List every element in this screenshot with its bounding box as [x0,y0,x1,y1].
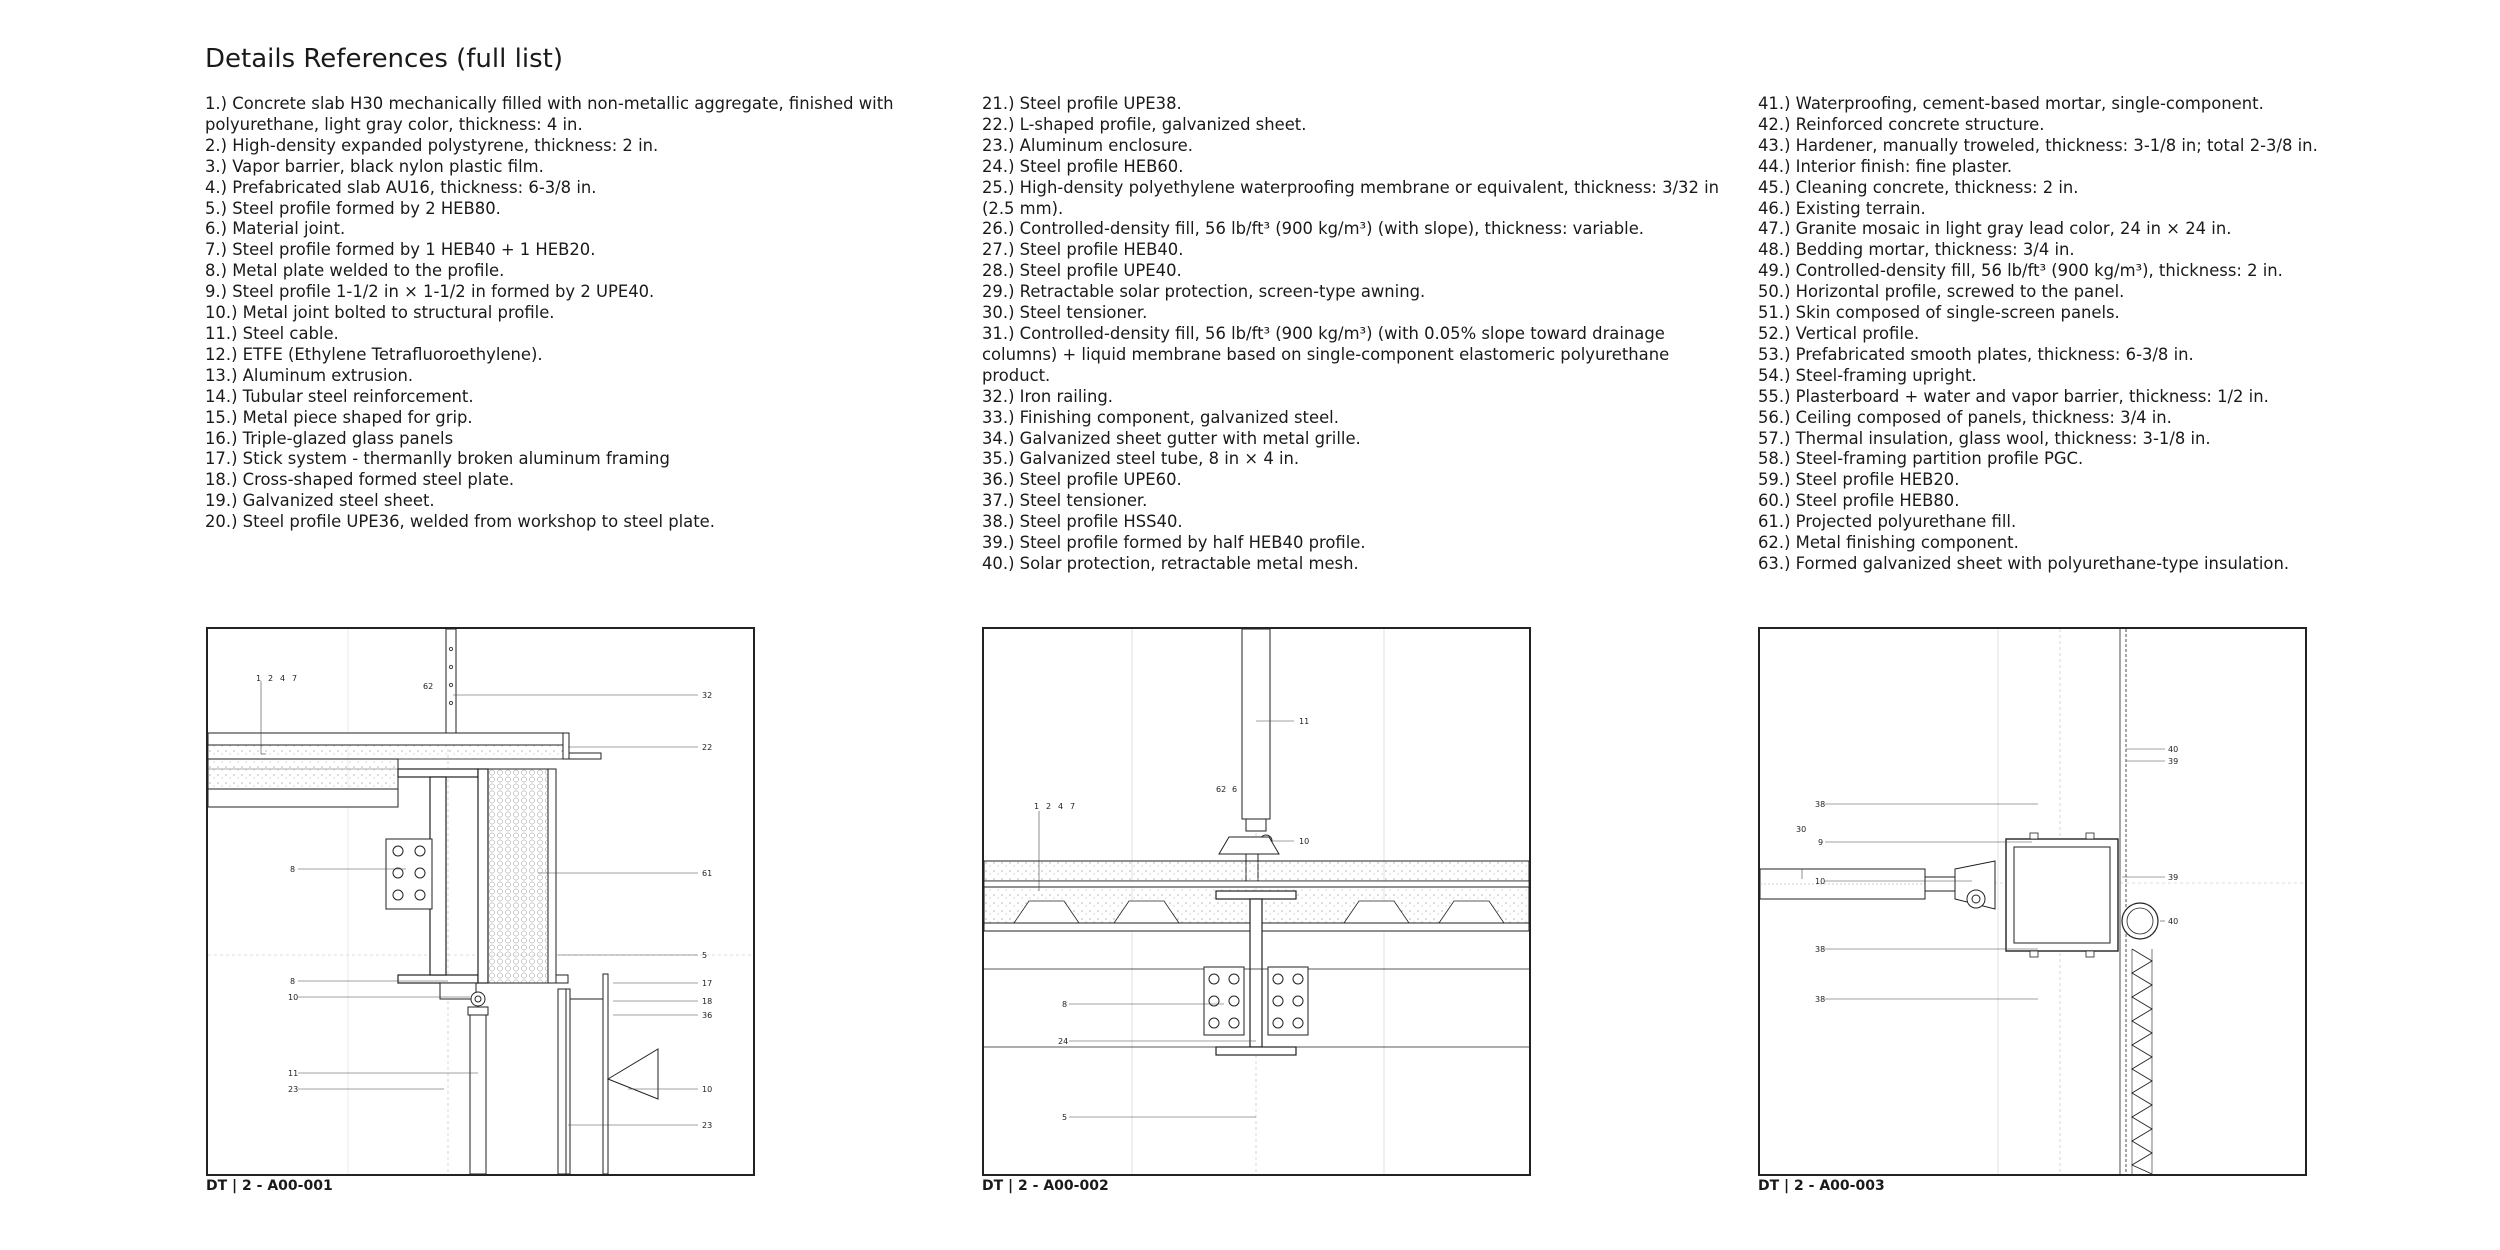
detail-3-svg [1760,629,2305,1174]
detail-2-svg [984,629,1529,1174]
reference-item: 3.) Vapor barrier, black nylon plastic film. [205,156,544,176]
reference-item: 55.) Plasterboard + water and vapor barrier, thickness: 1/2 in. [1758,386,2269,406]
reference-item: 24.) Steel profile HEB60. [982,156,1184,176]
reference-item: 12.) ETFE (Ethylene Tetrafluoroethylene). [205,344,543,364]
detail-2-label: 1 [1034,802,1040,811]
reference-item: 48.) Bedding mortar, thickness: 3/4 in. [1758,240,2075,260]
detail-caption-1: DT | 2 - A00-001 [206,1178,333,1194]
reference-item: 16.) Triple-glazed glass panels [205,428,454,448]
reference-item: 53.) Prefabricated smooth plates, thickness: 6-3/8 in. [1758,344,2194,364]
detail-drawing-2 [982,627,1531,1176]
detail-1-label: 32 [702,691,713,700]
reference-item: 17.) Stick system - thermanlly broken aluminum framing [205,449,670,469]
reference-item: 60.) Steel profile HEB80. [1758,491,1960,511]
detail-1-label: 61 [702,869,713,878]
reference-item: 44.) Interior finish: fine plaster. [1758,156,2013,176]
reference-item: 38.) Steel profile HSS40. [982,512,1183,532]
reference-item: 20.) Steel profile UPE36, welded from workshop to steel plate. [205,512,715,532]
reference-item: 30.) Steel tensioner. [982,303,1148,323]
detail-1-label: 18 [702,997,713,1006]
detail-2-label: 5 [1062,1113,1068,1122]
detail-1-label: 10 [702,1085,713,1094]
reference-item: 61.) Projected polyurethane fill. [1758,512,2017,532]
reference-item: 35.) Galvanized steel tube, 8 in × 4 in. [982,449,1300,469]
detail-3-label: 30 [1796,825,1807,834]
detail-1-label: 5 [702,951,708,960]
reference-item: 31.) Controlled-density fill, 56 lb/ft³ (900 kg/m³) (with 0.05% slope toward drainage columns) + liquid membrane based on single-component elastomeric polyurethane product. [982,323,1670,385]
reference-item: 6.) Material joint. [205,219,346,239]
reference-item: 28.) Steel profile UPE40. [982,261,1182,281]
detail-2-label: 4 [1058,802,1064,811]
reference-item: 54.) Steel-framing upright. [1758,365,1977,385]
detail-1-label: 8 [290,977,296,986]
detail-2-label: 7 [1070,802,1076,811]
detail-drawing-1 [206,627,755,1176]
reference-item: 59.) Steel profile HEB20. [1758,470,1960,490]
reference-item: 2.) High-density expanded polystyrene, thickness: 2 in. [205,135,659,155]
detail-3-label: 10 [1815,877,1826,886]
reference-item: 45.) Cleaning concrete, thickness: 2 in. [1758,177,2079,197]
page-title: Details References (full list) [205,44,563,74]
reference-item: 57.) Thermal insulation, glass wool, thickness: 3-1/8 in. [1758,428,2211,448]
reference-column-1 [205,94,945,533]
detail-2-label: 6 [1232,785,1238,794]
reference-item: 15.) Metal piece shaped for grip. [205,407,473,427]
reference-item: 41.) Waterproofing, cement-based mortar, single-component. [1758,94,2264,113]
detail-1-label: 11 [288,1069,299,1078]
reference-item: 58.) Steel-framing partition profile PGC. [1758,449,2084,469]
reference-item: 4.) Prefabricated slab AU16, thickness: 6-3/8 in. [205,177,597,197]
detail-3-label: 39 [2168,873,2179,882]
reference-item: 9.) Steel profile 1-1/2 in × 1-1/2 in formed by 2 UPE40. [205,282,655,302]
detail-2-label: 10 [1299,837,1310,846]
reference-item: 43.) Hardener, manually troweled, thickness: 3-1/8 in; total 2-3/8 in. [1758,135,2318,155]
reference-item: 29.) Retractable solar protection, screen-type awning. [982,282,1426,302]
reference-item: 56.) Ceiling composed of panels, thickness: 3/4 in. [1758,407,2172,427]
detail-1-label: 2 [268,674,274,683]
reference-item: 33.) Finishing component, galvanized steel. [982,407,1339,427]
detail-1-label: 10 [288,993,299,1002]
detail-3-label: 38 [1815,995,1826,1004]
detail-1-svg [208,629,753,1174]
detail-caption-2: DT | 2 - A00-002 [982,1178,1109,1194]
reference-item: 26.) Controlled-density fill, 56 lb/ft³ (900 kg/m³) (with slope), thickness: variable. [982,219,1645,239]
reference-column-2 [982,94,1722,575]
detail-2-label: 11 [1299,717,1310,726]
reference-item: 11.) Steel cable. [205,323,339,343]
reference-item: 1.) Concrete slab H30 mechanically filled with non-metallic aggregate, finished with polyurethane, light gray color, thickness: 4 in. [205,94,894,134]
detail-1-label: 23 [702,1121,713,1130]
detail-3-label: 9 [1818,838,1824,847]
reference-item: 27.) Steel profile HEB40. [982,240,1184,260]
detail-drawing-3 [1758,627,2307,1176]
detail-1-label: 36 [702,1011,713,1020]
detail-1-label: 8 [290,865,296,874]
detail-2-label: 8 [1062,1000,1068,1009]
detail-1-label: 62 [423,682,434,691]
reference-item: 14.) Tubular steel reinforcement. [205,386,474,406]
reference-item: 50.) Horizontal profile, screwed to the panel. [1758,282,2125,302]
reference-item: 13.) Aluminum extrusion. [205,365,414,385]
reference-item: 32.) Iron railing. [982,386,1113,406]
reference-item: 7.) Steel profile formed by 1 HEB40 + 1 HEB20. [205,240,596,260]
detail-3-label: 38 [1815,800,1826,809]
reference-item: 49.) Controlled-density fill, 56 lb/ft³ (900 kg/m³), thickness: 2 in. [1758,261,2283,281]
reference-item: 46.) Existing terrain. [1758,198,1926,218]
reference-item: 25.) High-density polyethylene waterproofing membrane or equivalent, thickness: 3/32 in (2.5 mm). [982,177,1720,218]
detail-2-label: 62 [1216,785,1227,794]
detail-3-label: 39 [2168,757,2179,766]
detail-1-label: 4 [280,674,286,683]
reference-column-3 [1758,94,2498,575]
reference-item: 42.) Reinforced concrete structure. [1758,114,2045,134]
detail-1-label: 1 [256,674,262,683]
detail-1-label: 7 [292,674,298,683]
detail-3-label: 40 [2168,745,2179,754]
reference-item: 22.) L-shaped profile, galvanized sheet. [982,114,1307,134]
reference-item: 63.) Formed galvanized sheet with polyurethane-type insulation. [1758,553,2290,573]
detail-1-label: 17 [702,979,713,988]
reference-item: 36.) Steel profile UPE60. [982,470,1182,490]
reference-item: 34.) Galvanized sheet gutter with metal grille. [982,428,1361,448]
detail-2-label: 24 [1058,1037,1069,1046]
reference-item: 8.) Metal plate welded to the profile. [205,261,505,281]
reference-item: 39.) Steel profile formed by half HEB40 profile. [982,533,1366,553]
detail-caption-3: DT | 2 - A00-003 [1758,1178,1885,1194]
reference-item: 40.) Solar protection, retractable metal mesh. [982,553,1359,573]
reference-item: 10.) Metal joint bolted to structural profile. [205,303,555,323]
detail-1-label: 22 [702,743,713,752]
detail-3-label: 40 [2168,917,2179,926]
reference-item: 62.) Metal finishing component. [1758,533,2019,553]
reference-item: 47.) Granite mosaic in light gray lead color, 24 in × 24 in. [1758,219,2232,239]
reference-item: 21.) Steel profile UPE38. [982,94,1182,113]
reference-item: 19.) Galvanized steel sheet. [205,491,435,511]
reference-item: 51.) Skin composed of single-screen panels. [1758,303,2120,323]
reference-item: 5.) Steel profile formed by 2 HEB80. [205,198,501,218]
reference-item: 52.) Vertical profile. [1758,323,1920,343]
detail-3-label: 38 [1815,945,1826,954]
detail-1-label: 23 [288,1085,299,1094]
reference-item: 18.) Cross-shaped formed steel plate. [205,470,515,490]
detail-2-label: 2 [1046,802,1052,811]
reference-item: 37.) Steel tensioner. [982,491,1148,511]
reference-item: 23.) Aluminum enclosure. [982,135,1193,155]
